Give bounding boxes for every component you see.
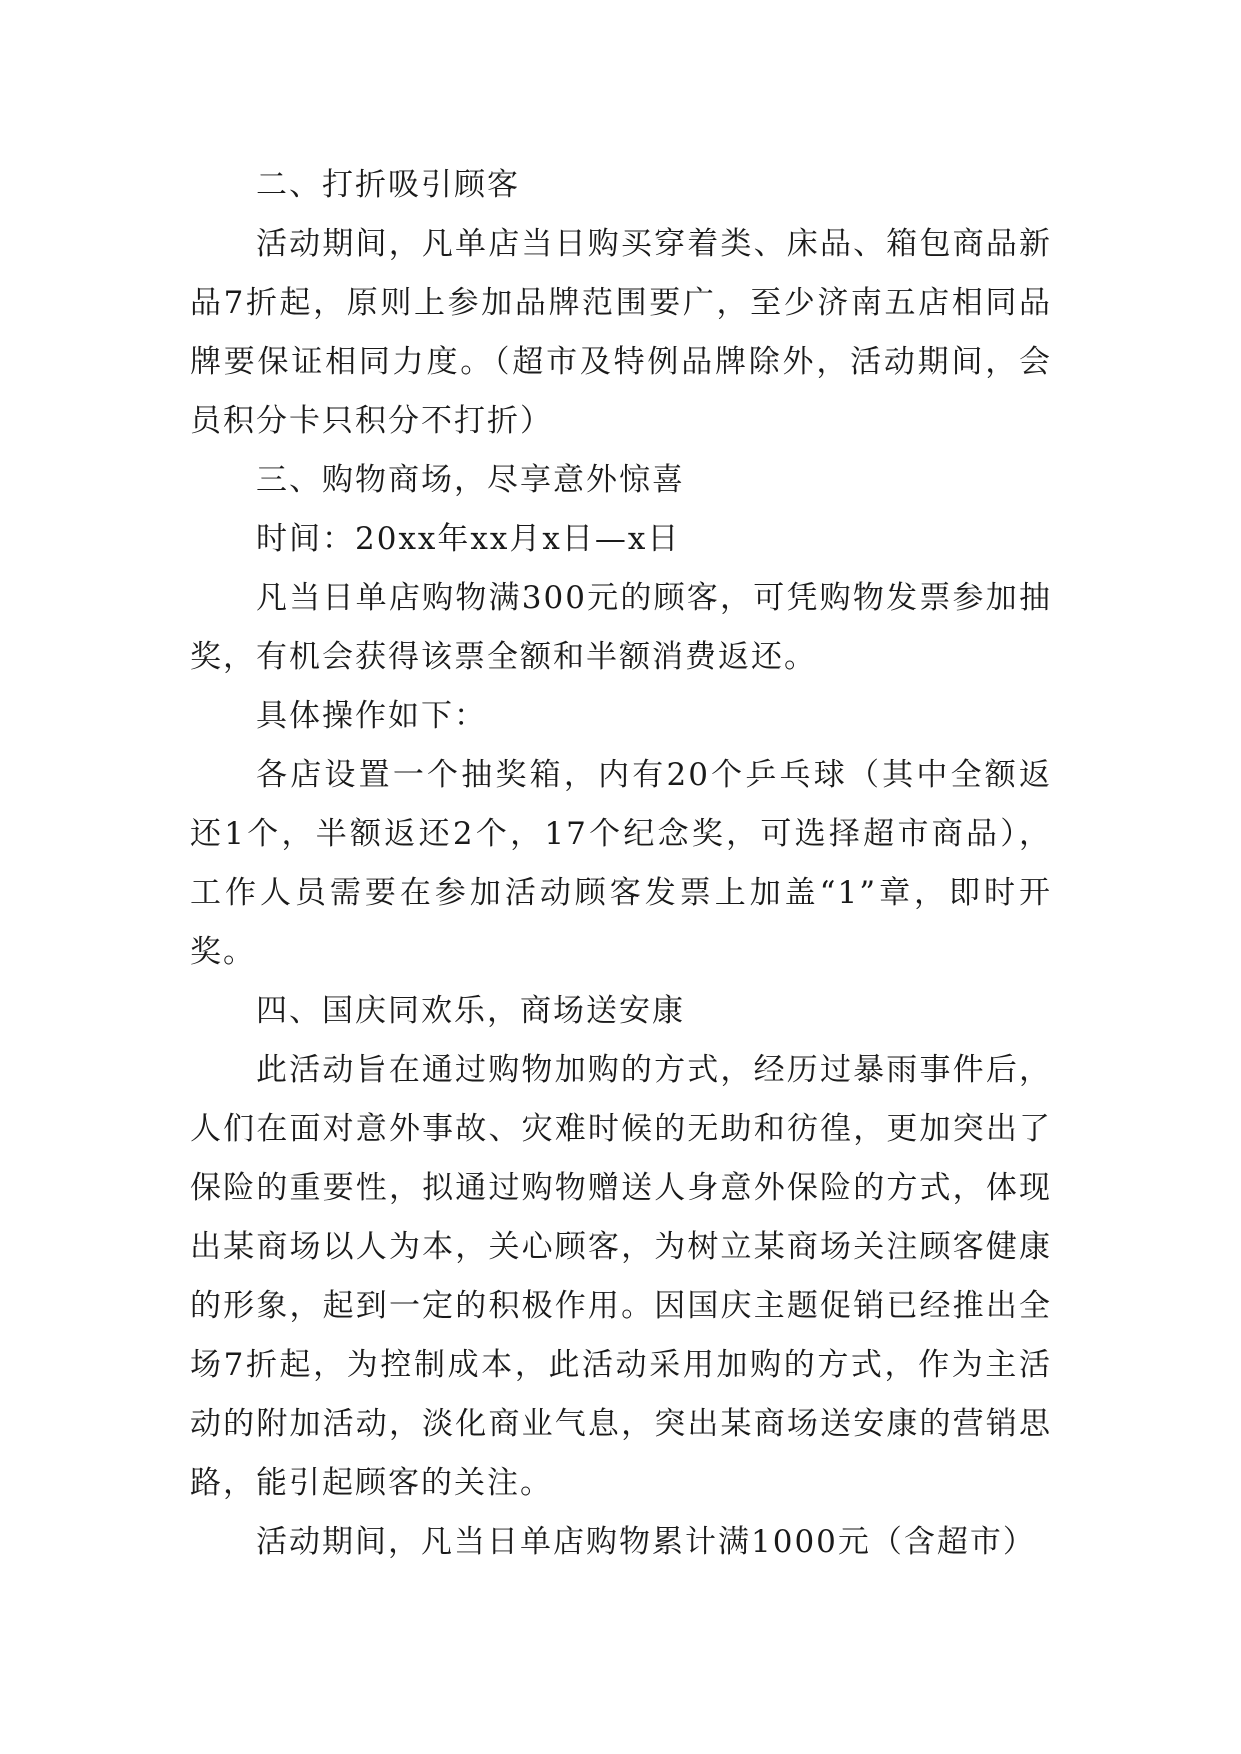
paragraph-insurance-activity: 此活动旨在通过购物加购的方式，经历过暴雨事件后，人们在面对意外事故、灾难时候的无助和彷徨，更加突出了保险的重要性，拟通过购物赠送人身意外保险的方式，体现出某商场以人为本，关心顾客，为树立某商场关注顾客健康的形象，起到一定的积极作用。因国庆主题促销已经推出全场7折起，为控制成本，此活动采用加购的方式，作为主活动的附加活动，淡化商业气息，突出某商场送安康的营销思路，能引起顾客的关注。: [190, 1052, 1052, 1501]
section-heading-national-day: 四、国庆同欢乐，商场送安康: [256, 993, 685, 1029]
section-heading-discount: 二、打折吸引顾客: [256, 167, 520, 203]
paragraph-operation-heading: 具体操作如下：: [256, 698, 487, 734]
paragraph-lottery-box: 各店设置一个抽奖箱，内有20个乒乓球（其中全额返还1个，半额返还2个，17个纪念奖，可选择超市商品），工作人员需要在参加活动顾客发票上加盖“1”章，即时开奖。: [190, 757, 1052, 970]
paragraph-time: 时间：20xx年xx月x日—x日: [256, 521, 681, 557]
document-page: [190, 156, 1052, 1572]
paragraph-activity-period: 活动期间，凡当日单店购物累计满1000元（含超市）: [256, 1524, 1036, 1560]
paragraph-lottery-eligibility: 凡当日单店购物满300元的顾客，可凭购物发票参加抽奖，有机会获得该票全额和半额消费返还。: [190, 580, 1052, 675]
paragraph-discount-details: 活动期间，凡单店当日购买穿着类、床品、箱包商品新品7折起，原则上参加品牌范围要广，至少济南五店相同品牌要保证相同力度。（超市及特例品牌除外，活动期间，会员积分卡只积分不打折）: [190, 226, 1052, 439]
section-heading-surprise: 三、购物商场，尽享意外惊喜: [256, 462, 685, 498]
